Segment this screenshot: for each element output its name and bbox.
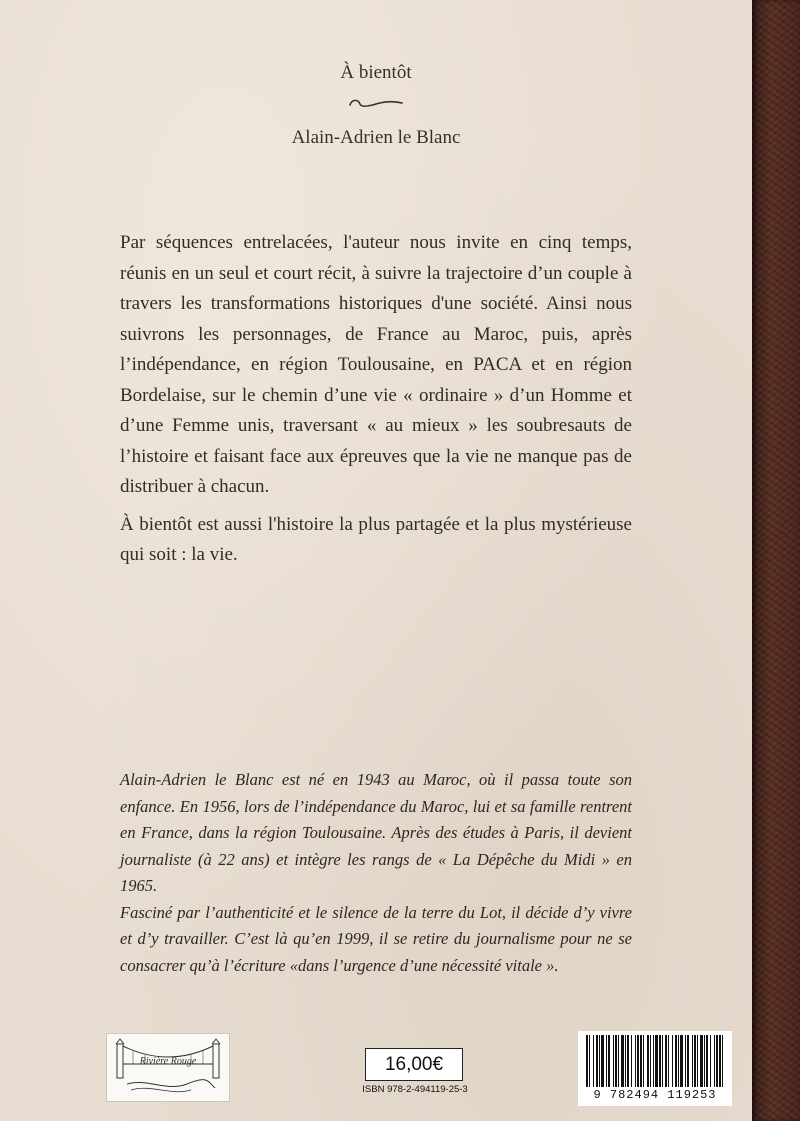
bio-paragraph: Alain-Adrien le Blanc est né en 1943 au Maroc, où il passa toute son enfance. En 1956, lors de l’indépendance du Maroc, lui et sa famille rentrent en France, dans la région Toulousaine. Après des études à Paris, il devient journaliste (à 22 ans) et intègre les rangs de « La Dépêche du Midi » en 1965. (120, 770, 632, 895)
barcode (578, 1031, 732, 1106)
barcode-bars-icon (586, 1035, 726, 1087)
flourish-ornament-icon (346, 96, 406, 110)
publisher-logo (106, 1033, 230, 1102)
leather-spine (752, 0, 800, 1121)
author-bio (120, 767, 632, 979)
summary-paragraph: Par séquences entrelacées, l'auteur nous invite en cinq temps, réunis en un seul et court récit, à suivre la trajectoire d’un couple à travers les transformations historiques d'une société. Ainsi nous suivrons les personnages, de France au Maroc, puis, après l’indépendance, en région Toulousaine, en PACA et en région Bordelaise, sur le chemin d’une vie « ordinaire » d’un Homme et d’une Femme unis, traversant « au mieux » les soubresauts de l’histoire et faisant face aux épreuves que la vie ne manque pas de distribuer à chacun. (120, 232, 632, 497)
book-author: Alain-Adrien le Blanc (291, 127, 461, 148)
barcode-digits: 9 782494 119253 (593, 1088, 717, 1102)
book-summary (120, 228, 632, 578)
bio-paragraph: Fasciné par l’authenticité et le silence de la terre du Lot, il décide d’y vivre et d’y travailler. C’est là qu’en 1999, il se retire du journalisme pour ne se consacrer qu’à l’écriture «dans l’urgence d’une nécessité vitale ». (120, 902, 632, 975)
bridge-river-logo-icon (107, 1034, 229, 1101)
price-label: 16,00€ (365, 1048, 463, 1081)
isbn-label: ISBN 978-2-494119-25-3 (362, 1084, 468, 1095)
book-title: À bientôt (340, 62, 412, 83)
summary-paragraph: À bientôt est aussi l'histoire la plus partagée et la plus mystérieuse qui soit : la vie. (120, 513, 632, 565)
publisher-name: Rivière Rouge (139, 1056, 197, 1067)
